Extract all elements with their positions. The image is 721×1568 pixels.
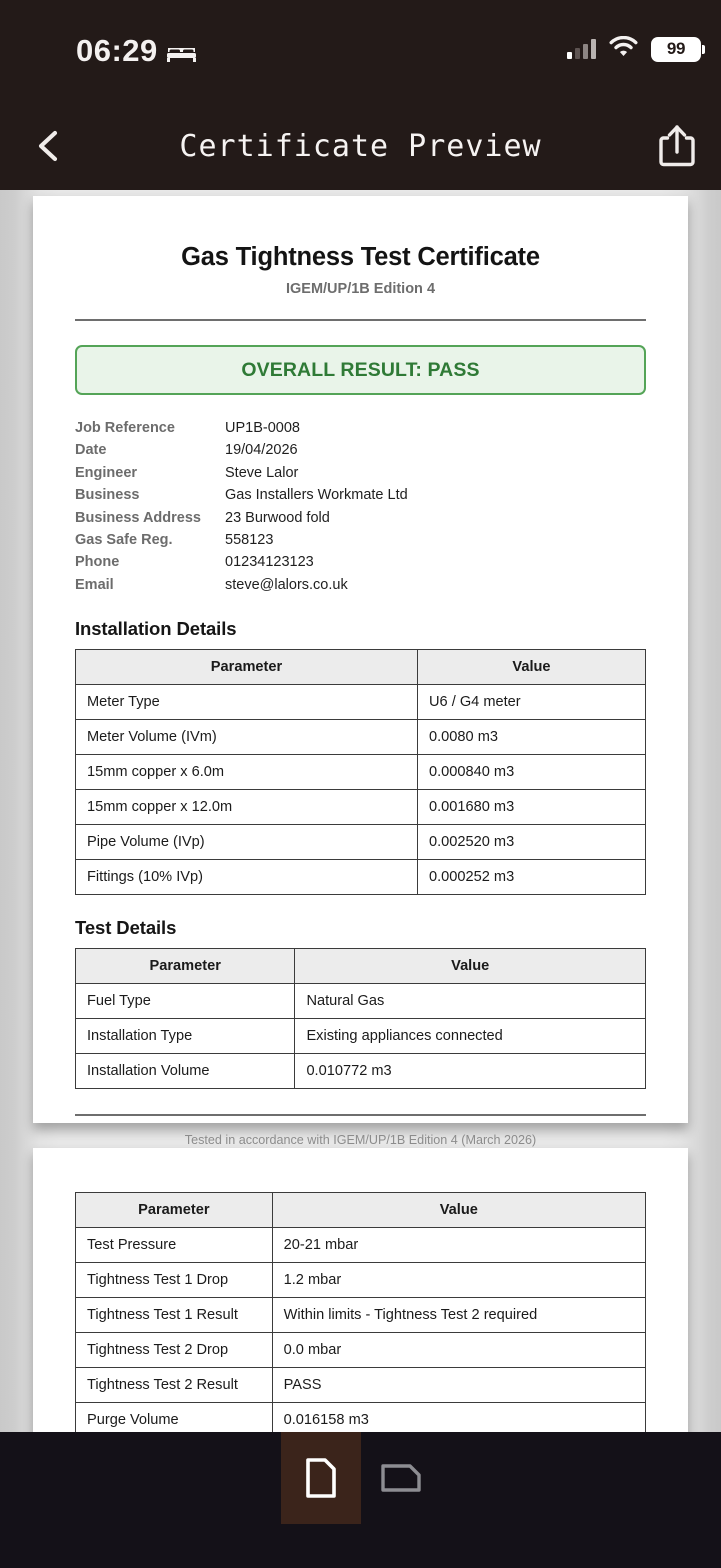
cell-value: PASS xyxy=(272,1368,645,1403)
page2-top-spacer xyxy=(75,1148,646,1192)
detail-row xyxy=(75,529,646,551)
installation-details-heading: Installation Details xyxy=(75,618,237,640)
detail-label: Gas Safe Reg. xyxy=(75,532,173,549)
detail-row xyxy=(75,439,646,461)
cell-value: 20-21 mbar xyxy=(272,1228,645,1263)
table-row xyxy=(76,1263,646,1298)
job-details-list xyxy=(75,417,646,596)
footer-divider xyxy=(75,1114,646,1116)
cell-parameter: Installation Volume xyxy=(76,1054,295,1089)
table-row xyxy=(76,1368,646,1403)
cell-parameter: Tightness Test 1 Result xyxy=(76,1298,273,1333)
cell-value: 1.2 mbar xyxy=(272,1263,645,1298)
cell-parameter: Tightness Test 2 Drop xyxy=(76,1333,273,1368)
bottom-toolbar xyxy=(0,1432,721,1568)
detail-label: Job Reference xyxy=(75,420,175,436)
column-header-parameter: Parameter xyxy=(76,650,418,685)
detail-label: Business xyxy=(75,487,140,504)
wifi-icon xyxy=(609,36,638,62)
detail-row xyxy=(75,462,646,484)
certificate-page-2[interactable] xyxy=(33,1148,688,1432)
table-header-row xyxy=(76,949,646,984)
table-row xyxy=(76,1403,646,1433)
table-row xyxy=(76,860,646,895)
cell-value: 0.001680 m3 xyxy=(418,790,646,825)
column-header-parameter: Parameter xyxy=(76,1193,273,1228)
share-icon xyxy=(655,123,699,169)
table-row xyxy=(76,1054,646,1089)
detail-row xyxy=(75,551,646,573)
cell-parameter: Test Pressure xyxy=(76,1228,273,1263)
table-row xyxy=(76,685,646,720)
page-portrait-icon xyxy=(304,1457,338,1499)
battery-indicator xyxy=(651,37,701,62)
status-bar-indicators xyxy=(567,36,701,62)
navigation-bar xyxy=(0,101,721,190)
cell-parameter: Meter Volume (IVm) xyxy=(76,720,418,755)
certificate-page-1[interactable] xyxy=(33,196,688,1148)
share-button[interactable] xyxy=(655,123,699,169)
page-landscape-icon xyxy=(380,1462,422,1494)
status-bar xyxy=(0,0,721,101)
table-row xyxy=(76,1228,646,1263)
bed-icon xyxy=(166,44,197,64)
status-bar-clock: 06:29 xyxy=(76,33,158,68)
column-header-value: Value xyxy=(418,650,646,685)
detail-value: 558123 xyxy=(225,532,274,549)
detail-value: Gas Installers Workmate Ltd xyxy=(225,487,408,504)
table-row xyxy=(76,1298,646,1333)
page-subtitle: IGEM/UP/1B Edition 4 xyxy=(285,281,436,297)
cell-parameter: 15mm copper x 6.0m xyxy=(76,755,418,790)
table-row xyxy=(76,720,646,755)
cell-value: Natural Gas xyxy=(295,984,646,1019)
overall-result-badge xyxy=(75,345,646,395)
test-details-table xyxy=(75,948,646,1089)
cell-parameter: 15mm copper x 12.0m xyxy=(76,790,418,825)
detail-row xyxy=(75,417,646,439)
table-header-row xyxy=(76,1193,646,1228)
detail-label: Business Address xyxy=(75,509,201,526)
cell-value: U6 / G4 meter xyxy=(418,685,646,720)
detail-value: 19/04/2026 xyxy=(225,442,298,459)
test-details-heading: Test Details xyxy=(75,917,177,939)
cell-value: 0.000252 m3 xyxy=(418,860,646,895)
page-header-title: Certificate Preview xyxy=(179,129,542,164)
cell-value: 0.0 mbar xyxy=(272,1333,645,1368)
detail-label: Engineer xyxy=(75,464,138,481)
footer-note: Tested in accordance with IGEM/UP/1B Edition 4 (March 2026) xyxy=(184,1133,537,1148)
cell-parameter: Pipe Volume (IVp) xyxy=(76,825,418,860)
detail-label: Email xyxy=(75,576,114,593)
overall-result-label: OVERALL RESULT: PASS xyxy=(241,358,480,381)
cell-value: 0.010772 m3 xyxy=(295,1054,646,1089)
cell-parameter: Fuel Type xyxy=(76,984,295,1019)
cell-parameter: Tightness Test 2 Result xyxy=(76,1368,273,1403)
cell-parameter: Fittings (10% IVp) xyxy=(76,860,418,895)
table-row xyxy=(76,825,646,860)
table-header-row xyxy=(76,650,646,685)
page-title: Gas Tightness Test Certificate xyxy=(181,243,540,271)
detail-value: 01234123123 xyxy=(225,554,314,571)
installation-details-table xyxy=(75,649,646,895)
battery-level-label: 99 xyxy=(666,39,686,58)
page-thumbnail-strip xyxy=(0,1432,721,1524)
detail-row xyxy=(75,574,646,596)
table-row xyxy=(76,790,646,825)
detail-row xyxy=(75,507,646,529)
detail-value: Steve Lalor xyxy=(225,464,299,481)
column-header-parameter: Parameter xyxy=(76,949,295,984)
page-thumbnail-2[interactable] xyxy=(361,1432,441,1524)
cell-value: Within limits - Tightness Test 2 required xyxy=(272,1298,645,1333)
cell-parameter: Tightness Test 1 Drop xyxy=(76,1263,273,1298)
detail-value: 23 Burwood fold xyxy=(225,509,330,526)
cell-value: Existing appliances connected xyxy=(295,1019,646,1054)
table-row xyxy=(76,755,646,790)
cell-value: 0.016158 m3 xyxy=(272,1403,645,1433)
detail-label: Phone xyxy=(75,554,120,571)
column-header-value: Value xyxy=(272,1193,645,1228)
detail-label: Date xyxy=(75,442,107,459)
header-divider xyxy=(75,319,646,321)
table-row xyxy=(76,984,646,1019)
cell-parameter: Installation Type xyxy=(76,1019,295,1054)
detail-row xyxy=(75,484,646,506)
cell-parameter: Purge Volume xyxy=(76,1403,273,1433)
cell-value: 0.000840 m3 xyxy=(418,755,646,790)
table-row xyxy=(76,1019,646,1054)
document-scroll-area[interactable] xyxy=(0,190,721,1432)
detail-value: UP1B-0008 xyxy=(225,420,300,436)
cell-value: 0.002520 m3 xyxy=(418,825,646,860)
test-results-table xyxy=(75,1192,646,1432)
column-header-value: Value xyxy=(295,949,646,984)
detail-value: steve@lalors.co.uk xyxy=(225,576,348,593)
cell-parameter: Meter Type xyxy=(76,685,418,720)
cell-value: 0.0080 m3 xyxy=(418,720,646,755)
cellular-signal-icon xyxy=(567,39,596,59)
page-thumbnail-1[interactable] xyxy=(281,1432,361,1524)
table-row xyxy=(76,1333,646,1368)
